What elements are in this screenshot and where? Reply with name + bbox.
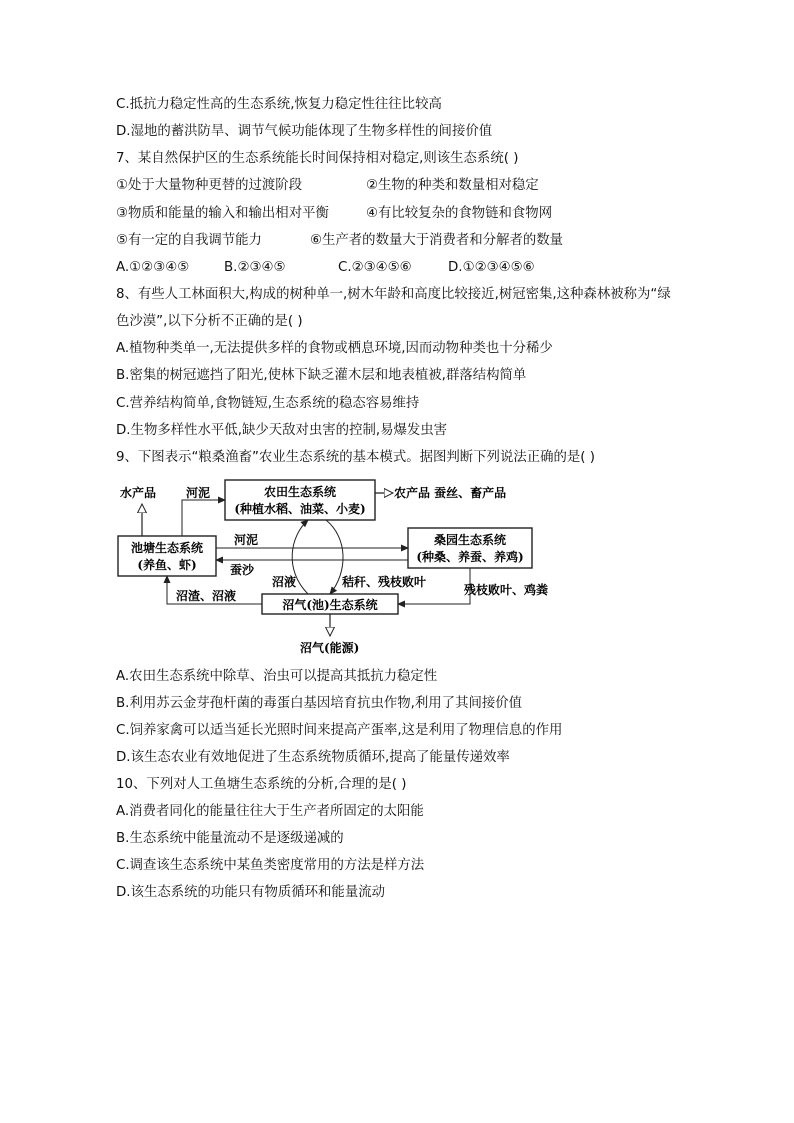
farm-label-1: 农田生态系统 [263, 485, 337, 499]
q8-option-d: D.生物多样性水平低,缺少天敌对虫害的控制,易爆发虫害 [116, 423, 448, 438]
arrow-pond-to-farm [182, 500, 225, 536]
q7-option-d: D.①②③④⑤⑥ [448, 260, 535, 275]
q7-option-c: C.②③④⑤⑥ [338, 260, 412, 275]
mulberry-label-2: (种桑、养蚕、养鸡) [416, 550, 524, 564]
straw-label: 秸秆、残枝败叶 [342, 575, 427, 589]
q10-option-c: C.调查该生态系统中某鱼类密度常用的方法是样方法 [116, 858, 425, 873]
q7-item-5: ⑤有一定的自我调节能力 [116, 233, 262, 248]
agri-products-label: 农产品 蚕丝、畜产品 [394, 486, 507, 500]
branches-label: 残枝败叶、鸡粪 [464, 583, 549, 597]
q7-item-4: ④有比较复杂的食物链和食物网 [366, 206, 553, 221]
farm-label-2: (种植水稻、油菜、小麦) [234, 502, 366, 516]
q9-diagram [112, 476, 552, 658]
river-mud-mid-label: 河泥 [234, 533, 259, 547]
river-mud-top-label: 河泥 [186, 486, 211, 500]
silkworm-label: 蚕沙 [230, 563, 255, 577]
prev-option-d: D.湿地的蓄洪防旱、调节气候功能体现了生物多样性的间接价值 [116, 124, 493, 139]
q10-stem: 10、下列对人工鱼塘生态系统的分析,合理的是( ) [116, 777, 407, 792]
q7-item-3: ③物质和能量的输入和输出相对平衡 [116, 206, 329, 221]
q8-option-c: C.营养结构简单,食物链短,生态系统的稳态容易维持 [116, 396, 420, 411]
arrow-farm-to-biogas [326, 520, 343, 594]
pond-label-2: (养鱼、虾) [137, 558, 197, 572]
q8-option-a: A.植物种类单一,无法提供多样的食物或栖息环境,因而动物种类也十分稀少 [116, 341, 553, 356]
biogas-energy-label: 沼气(能源) [300, 641, 360, 655]
q9-option-b: B.利用苏云金芽孢杆菌的毒蛋白基因培育抗虫作物,利用了其间接价值 [116, 696, 523, 711]
biogas-label: 沼气(池)生态系统 [282, 598, 378, 612]
q8-stem-line1: 8、有些人工林面积大,构成的树种单一,树木年龄和高度比较接近,树冠密集,这种森林被称为“绿 [116, 287, 671, 302]
q10-option-b: B.生态系统中能量流动不是逐级递减的 [116, 831, 344, 846]
slurry-label: 沼液 [272, 575, 297, 589]
aquatic-label: 水产品 [120, 486, 157, 500]
q7-option-a: A.①②③④⑤ [116, 260, 190, 275]
mulberry-label-1: 桑园生态系统 [433, 533, 507, 547]
q7-stem: 7、某自然保护区的生态系统能长时间保持相对稳定,则该生态系统( ) [116, 151, 519, 166]
q7-option-b: B.②③④⑤ [224, 260, 286, 275]
q8-stem-line2: 色沙漠”,以下分析不正确的是( ) [116, 314, 303, 329]
prev-option-c: C.抵抗力稳定性高的生态系统,恢复力稳定性往往比较高 [116, 97, 442, 112]
q7-item-2: ②生物的种类和数量相对稳定 [366, 178, 539, 193]
q9-option-a: A.农田生态系统中除草、治虫可以提高其抵抗力稳定性 [116, 669, 438, 684]
q10-option-a: A.消费者同化的能量往往大于生产者所固定的太阳能 [116, 804, 424, 819]
q9-option-c: C.饲养家禽可以适当延长光照时间来提高产蛋率,这是利用了物理信息的作用 [116, 723, 563, 738]
pond-label-1: 池塘生态系统 [130, 541, 204, 555]
q7-item-1: ①处于大量物种更替的过渡阶段 [116, 178, 303, 193]
q8-option-b: B.密集的树冠遮挡了阳光,使林下缺乏灌木层和地表植被,群落结构简单 [116, 368, 527, 383]
residue-label: 沼渣、沼液 [176, 589, 237, 603]
q10-option-d: D.该生态系统的功能只有物质循环和能量流动 [116, 885, 385, 900]
q9-stem: 9、下图表示“粮桑渔畜”农业生态系统的基本模式。据图判断下列说法正确的是( ) [116, 450, 595, 465]
q7-item-6: ⑥生产者的数量大于消费者和分解者的数量 [310, 233, 564, 248]
q9-option-d: D.该生态农业有效地促进了生态系统物质循环,提高了能量传递效率 [116, 750, 510, 765]
